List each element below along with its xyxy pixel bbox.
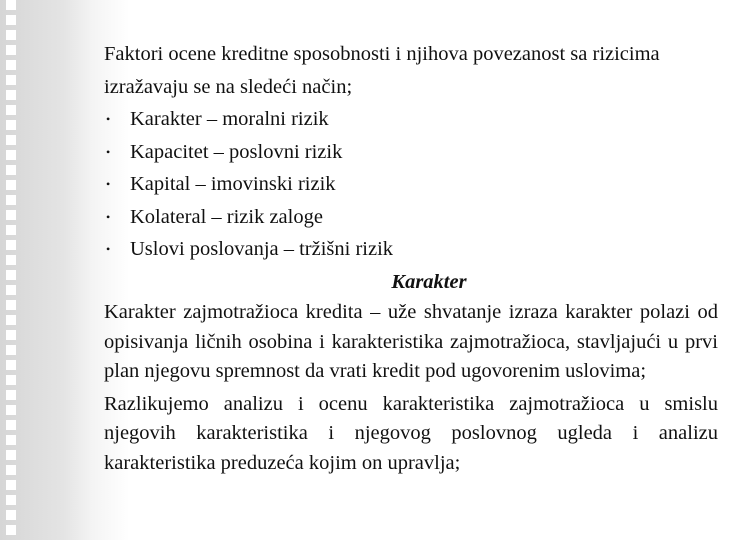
- list-item: [104, 201, 718, 234]
- list-item: [104, 103, 718, 136]
- bullet-icon: •: [106, 112, 111, 126]
- list-item: [104, 233, 718, 266]
- list-item-text: Kolateral – rizik zaloge: [130, 205, 323, 228]
- list-item-text: Kapital – imovinski rizik: [130, 173, 336, 195]
- decorative-square-column: [6, 0, 16, 540]
- list-item: [104, 168, 718, 201]
- slide-content: [104, 38, 718, 478]
- bullet-icon: •: [106, 144, 111, 159]
- bullet-list: [104, 103, 718, 266]
- section-heading: Karakter: [391, 270, 467, 293]
- list-item-text: Uslovi poslovanja – tržišni rizik: [130, 238, 394, 260]
- list-item-text: Karakter – moralni rizik: [130, 108, 329, 130]
- list-item-text: Kapacitet – poslovni rizik: [130, 140, 343, 163]
- bullet-icon: •: [106, 177, 111, 191]
- bullet-icon: •: [106, 242, 111, 256]
- paragraph-analysis: Razlikujemo analizu i ocenu karakteristika zajmotražioca u smislu njegovih karakteristika i njegovog poslovnog ugleda i analizu karakteristika preduzeća kojim on upravlja;: [104, 392, 718, 474]
- paragraph-character-definition: Karakter zajmotražioca kredita – uže shvatanje izraza karakter polazi od opisivanja ličnih osobina i karakteristika zajmotražioca, stavljajući u prvi plan njegovu spremnost da vrati kredit pod ugovorenim uslovima;: [104, 301, 718, 382]
- intro-text: Faktori ocene kreditne sposobnosti i njihova povezanost sa rizicima izražavaju se na sledeći način;: [104, 43, 660, 98]
- list-item: [104, 136, 718, 169]
- bullet-icon: •: [106, 209, 111, 224]
